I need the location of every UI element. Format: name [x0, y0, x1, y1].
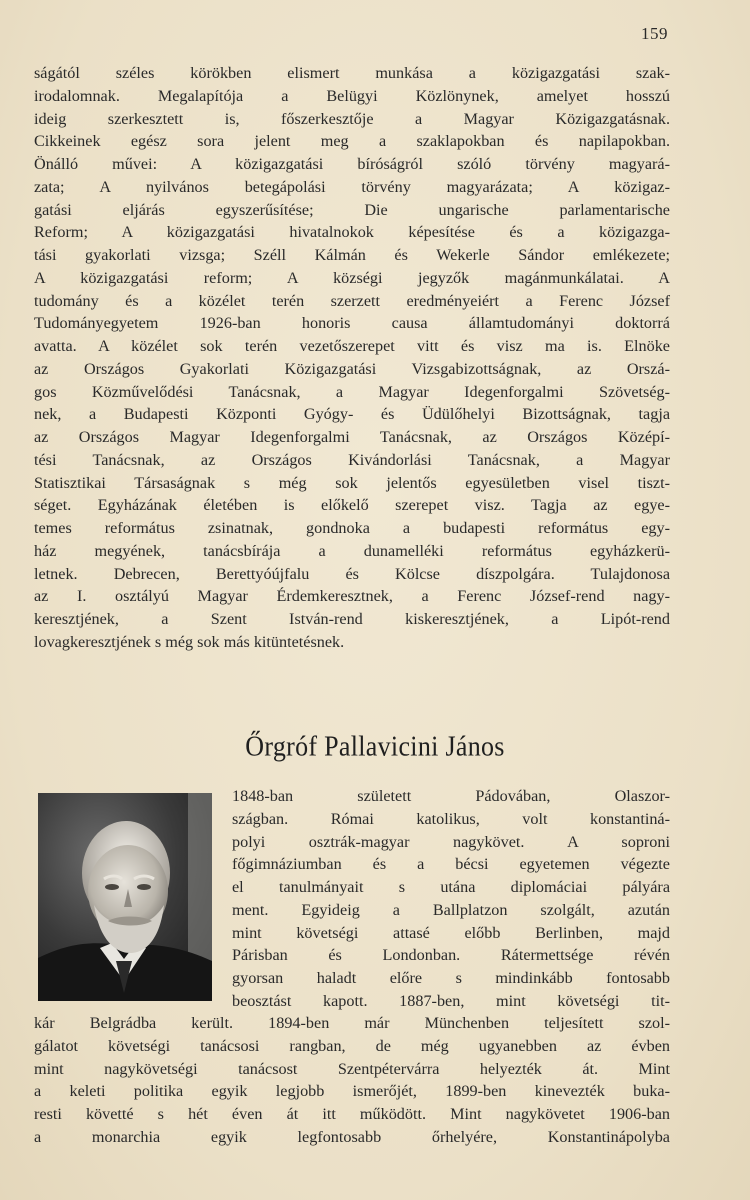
text-line: az Országos Magyar Idegenforgalmi Tanácsnak, az Országos Középí-: [34, 428, 670, 446]
text-line: az Országos Gyakorlati Közigazgatási Vizsgabizottságnak, az Orszá-: [34, 359, 670, 378]
text-line: lovagkeresztjének s még sok más kitüntetésnek.: [34, 632, 345, 651]
biography-paragraph-continued: [34, 62, 670, 654]
text-line: Párisban és Londonban. Rátermettsége révén: [232, 946, 670, 965]
text-line: ságától széles körökben elismert munkása a közigazgatási szak-: [34, 64, 670, 82]
text-line: séget. Egyházának életében is előkelő szerepet visz. Tagja az egye-: [34, 496, 670, 515]
text-line: resti követté s hét éven át itt működött. Mint nagykövetet 1906-ban: [34, 1105, 670, 1123]
text-line: beosztást kapott. 1887-ben, mint követségi tit-: [232, 991, 670, 1010]
biography-text-full-width: [34, 1012, 670, 1149]
page-number: 159: [641, 24, 668, 43]
text-line: mint követségi attasé előbb Berlinben, majd: [232, 923, 670, 942]
text-line: gos Közművelődési Tanácsnak, a Magyar Idegenforgalmi Szövetség-: [34, 382, 670, 401]
text-line: avatta. A közélet sok terén vezetőszerepet vitt és visz ma is. Elnöke: [34, 337, 670, 355]
text-line: tudomány és a közélet terén szerzett eredményeiért a Ferenc József: [34, 291, 670, 310]
text-line: ideig szerkesztett is, főszerkesztője a Magyar Közigazgatásnak.: [34, 109, 670, 128]
text-line: keresztjének, a Szent István-rend kiskeresztjének, a Lipót-rend: [34, 610, 670, 628]
text-line: polyi osztrák-magyar nagykövet. A soproni: [232, 832, 670, 851]
text-line: ment. Egyideig a Ballplatzon szolgált, azután: [232, 900, 670, 919]
text-line: az I. osztályú Magyar Érdemkeresztnek, a Ferenc József-rend nagy-: [34, 587, 670, 606]
text-line: főgimnáziumban és a bécsi egyetemen végezte: [232, 855, 670, 874]
text-line: Reform; A közigazgatási hivatalnokok képesítése és a közigazga-: [34, 223, 670, 242]
text-line: 1848-ban született Pádovában, Olaszor-: [232, 787, 670, 805]
text-line: tési Tanácsnak, az Országos Kivándorlási Tanácsnak, a Magyar: [34, 450, 670, 469]
text-line: Önálló művei: A közigazgatási bíróságról szóló törvény magyará-: [34, 155, 670, 173]
text-line: temes református zsinatnak, gondnoka a budapesti református egy-: [34, 519, 670, 537]
text-line: A közigazgatási reform; A községi jegyzők magánmunkálatai. A: [34, 268, 670, 287]
text-line: tási gyakorlati vizsga; Széll Kálmán és Wekerle Sándor emlékezete;: [34, 246, 670, 264]
text-line: a monarchia egyik legfontosabb őrhelyére, Konstantinápolyba: [34, 1127, 670, 1146]
text-line: el tanulmányait s utána diplomáciai pályára: [232, 878, 670, 896]
text-line: letnek. Debrecen, Berettyóújfalu és Kölcse díszpolgára. Tulajdonosa: [34, 564, 670, 583]
text-line: Tudományegyetem 1926-ban honoris causa államtudományi doktorrá: [34, 314, 670, 333]
text-line: gyorsan haladt előre s mindinkább fontosabb: [232, 969, 670, 987]
portrait-photo: [38, 793, 212, 1001]
text-line: kár Belgrádba került. 1894-ben már Münchenben teljesített szol-: [34, 1014, 670, 1032]
section-title: Őrgróf Pallavicini János: [245, 730, 505, 763]
text-line: Cikkeinek egész sora jelent meg a szaklapokban és napilapokban.: [34, 132, 670, 151]
text-line: Statisztikai Társaságnak s még sok jelentős egyesületben visel tiszt-: [34, 473, 670, 492]
text-line: a keleti politika egyik legjobb ismerőjét, 1899-ben kinevezték buka-: [34, 1082, 670, 1101]
text-line: gatási eljárás egyszerűsítése; Die ungarische parlamentarische: [34, 200, 670, 219]
text-line: irodalomnak. Megalapítója a Belügyi Közlönynek, amelyet hosszú: [34, 86, 670, 105]
text-line: zata; A nyilvános betegápolási törvény magyarázata; A közigaz-: [34, 177, 670, 196]
text-line: gálatot követségi tanácsosi rangban, de még ugyanebben az évben: [34, 1036, 670, 1055]
text-line: mint nagykövetségi tanácsost Szentpétervárra helyezték át. Mint: [34, 1059, 670, 1078]
text-line: ház megyének, tanácsbírája a dunamelléki református egyházkerü-: [34, 541, 670, 560]
biography-text-beside-portrait: [232, 785, 670, 1013]
text-line: nek, a Budapesti Központi Gyógy- és Üdülőhelyi Bizottságnak, tagja: [34, 405, 670, 424]
text-line: szágban. Római katolikus, volt konstantiná-: [232, 809, 670, 828]
